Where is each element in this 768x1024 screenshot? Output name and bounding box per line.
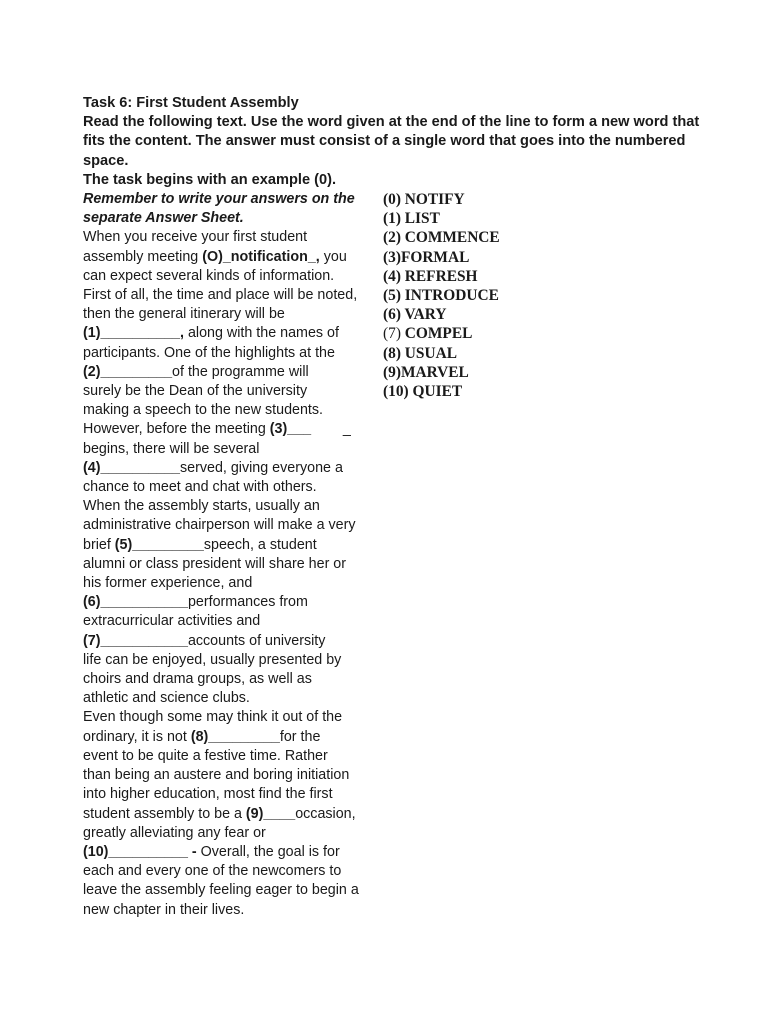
task-header [83, 94, 703, 190]
text-segment: When the assembly starts, usually an [83, 498, 320, 515]
text-segment: ordinary, it is not [83, 728, 191, 745]
answer-gap: (2)_________ [83, 363, 173, 380]
word-label: (10) QUIET [383, 383, 463, 401]
text-line [83, 593, 383, 612]
text-line [83, 805, 383, 824]
text-segment: Overall, the goal is for [196, 843, 340, 860]
word-label: (3)FORMAL [383, 248, 470, 266]
word-list-item [383, 324, 500, 343]
text-segment: _ [311, 421, 351, 438]
reminder-line-1: Remember to write your answers on the [83, 191, 355, 207]
answer-gap: (3)___ [269, 421, 312, 438]
answer-gap: (1)__________, [83, 325, 184, 342]
answer-gap: (6)___________ [83, 594, 188, 611]
word-label: (2) COMMENCE [383, 229, 500, 247]
word-list-item [383, 190, 500, 209]
reading-text [83, 190, 383, 920]
text-line [83, 286, 383, 305]
text-line [83, 267, 383, 286]
text-line [83, 382, 383, 401]
text-segment: each and every one of the newcomers to [83, 863, 342, 880]
answer-gap: (7)___________ [83, 632, 188, 649]
word-list-item [383, 267, 500, 286]
text-line [83, 497, 383, 516]
text-segment: First of all, the time and place will be noted, [83, 287, 358, 304]
text-segment: However, before the meeting [83, 421, 270, 438]
word-label: (5) INTRODUCE [383, 287, 499, 305]
text-line [83, 516, 383, 535]
text-line [83, 248, 383, 267]
text-segment: life can be enjoyed, usually presented by [83, 651, 342, 668]
word-list [383, 190, 500, 401]
text-line [83, 881, 383, 900]
answer-gap: (10)__________ - [83, 843, 197, 860]
text-segment: alumni or class president will share her or [83, 555, 347, 572]
task-title: Task 6: First Student Assembly [83, 95, 299, 111]
text-line [83, 478, 383, 497]
text-segment: for the [279, 728, 321, 745]
text-segment: leave the assembly feeling eager to begin a [83, 882, 359, 899]
answer-gap: (5)_________ [114, 536, 204, 553]
word-label: (0) NOTIFY [383, 191, 465, 208]
text-segment: making a speech to the new students. [83, 402, 324, 419]
answer-gap: (8)_________ [190, 728, 280, 745]
text-segment: assembly meeting [83, 248, 203, 265]
text-lines [83, 228, 383, 919]
word-list-item [383, 344, 500, 363]
text-line [83, 440, 383, 459]
text-line [83, 459, 383, 478]
reminder-line-2: separate Answer Sheet. [83, 210, 244, 227]
text-line [83, 689, 383, 708]
text-line [83, 305, 383, 324]
answer-gap: (O)_notification_, [202, 248, 320, 265]
text-segment: of the programme will [172, 363, 309, 380]
text-segment: greatly alleviating any fear or [83, 824, 266, 841]
text-line [83, 363, 383, 382]
text-line [83, 766, 383, 785]
text-segment: occasion, [295, 805, 356, 822]
text-segment: choirs and drama groups, as well as [83, 671, 312, 688]
text-segment: speech, a student [203, 536, 317, 553]
text-line [83, 901, 383, 920]
text-segment: athletic and science clubs. [83, 690, 250, 707]
text-line [83, 728, 383, 747]
word-list-item [383, 305, 500, 324]
text-segment: surely be the Dean of the university [83, 383, 308, 400]
text-line [83, 612, 383, 631]
text-segment: Even though some may think it out of the [83, 709, 343, 726]
text-segment: event to be quite a festive time. Rather [83, 747, 328, 764]
word-label: COMPEL [400, 325, 473, 343]
word-label: (8) USUAL [383, 344, 457, 362]
word-label: (1) LIST [383, 210, 440, 228]
word-label: (4) REFRESH [383, 267, 478, 285]
text-line [83, 708, 383, 727]
text-line [83, 228, 383, 247]
text-line [83, 670, 383, 689]
text-segment: into higher education, most find the first [83, 786, 333, 803]
text-segment: you [319, 248, 347, 265]
text-segment: begins, there will be several [83, 440, 260, 457]
text-line [83, 843, 383, 862]
text-line [83, 536, 383, 555]
word-list-item [383, 209, 500, 228]
text-segment: student assembly to be a [83, 805, 246, 822]
word-label: (6) VARY [383, 306, 447, 324]
text-line [83, 324, 383, 343]
text-line [83, 862, 383, 881]
word-list-item [383, 228, 500, 247]
text-segment: When you receive your first student [83, 229, 308, 246]
text-segment: participants. One of the highlights at the [83, 344, 335, 361]
text-segment: administrative chairperson will make a very [83, 517, 356, 534]
text-line [83, 651, 383, 670]
text-segment: served, giving everyone a [180, 459, 343, 476]
text-segment: extracurricular activities and [83, 613, 261, 630]
word-list-item [383, 248, 500, 267]
text-segment: new chapter in their lives. [83, 901, 245, 918]
text-line [83, 401, 383, 420]
word-list-item [383, 382, 500, 401]
word-list-item [383, 363, 500, 382]
text-line [83, 574, 383, 593]
text-segment: brief [83, 536, 115, 553]
text-segment: his former experience, and [83, 575, 253, 592]
text-line [83, 824, 383, 843]
text-segment: performances from [187, 594, 308, 611]
word-label: (9)MARVEL [383, 363, 469, 381]
text-segment: can expect several kinds of information. [83, 267, 335, 284]
text-line [83, 632, 383, 651]
text-line [83, 747, 383, 766]
text-line [83, 344, 383, 363]
text-segment: chance to meet and chat with others. [83, 479, 317, 496]
answer-gap: (4)__________ [83, 459, 180, 476]
answer-gap: (9)____ [245, 805, 296, 822]
text-segment: along with the names of [183, 325, 339, 342]
word-list-item [383, 286, 500, 305]
text-line [83, 785, 383, 804]
example-note: The task begins with an example (0). [83, 171, 337, 188]
text-line [83, 420, 383, 439]
word-number: (7) [383, 325, 401, 343]
task-instructions: Read the following text. Use the word given at the end of the line to form a new word that fits the content. The answer must consist of a single word that goes into the numbered space. [83, 114, 700, 169]
text-segment: than being an austere and boring initiation [83, 767, 350, 784]
text-segment: then the general itinerary will be [83, 306, 285, 323]
text-line [83, 555, 383, 574]
text-segment: accounts of university [187, 632, 326, 649]
